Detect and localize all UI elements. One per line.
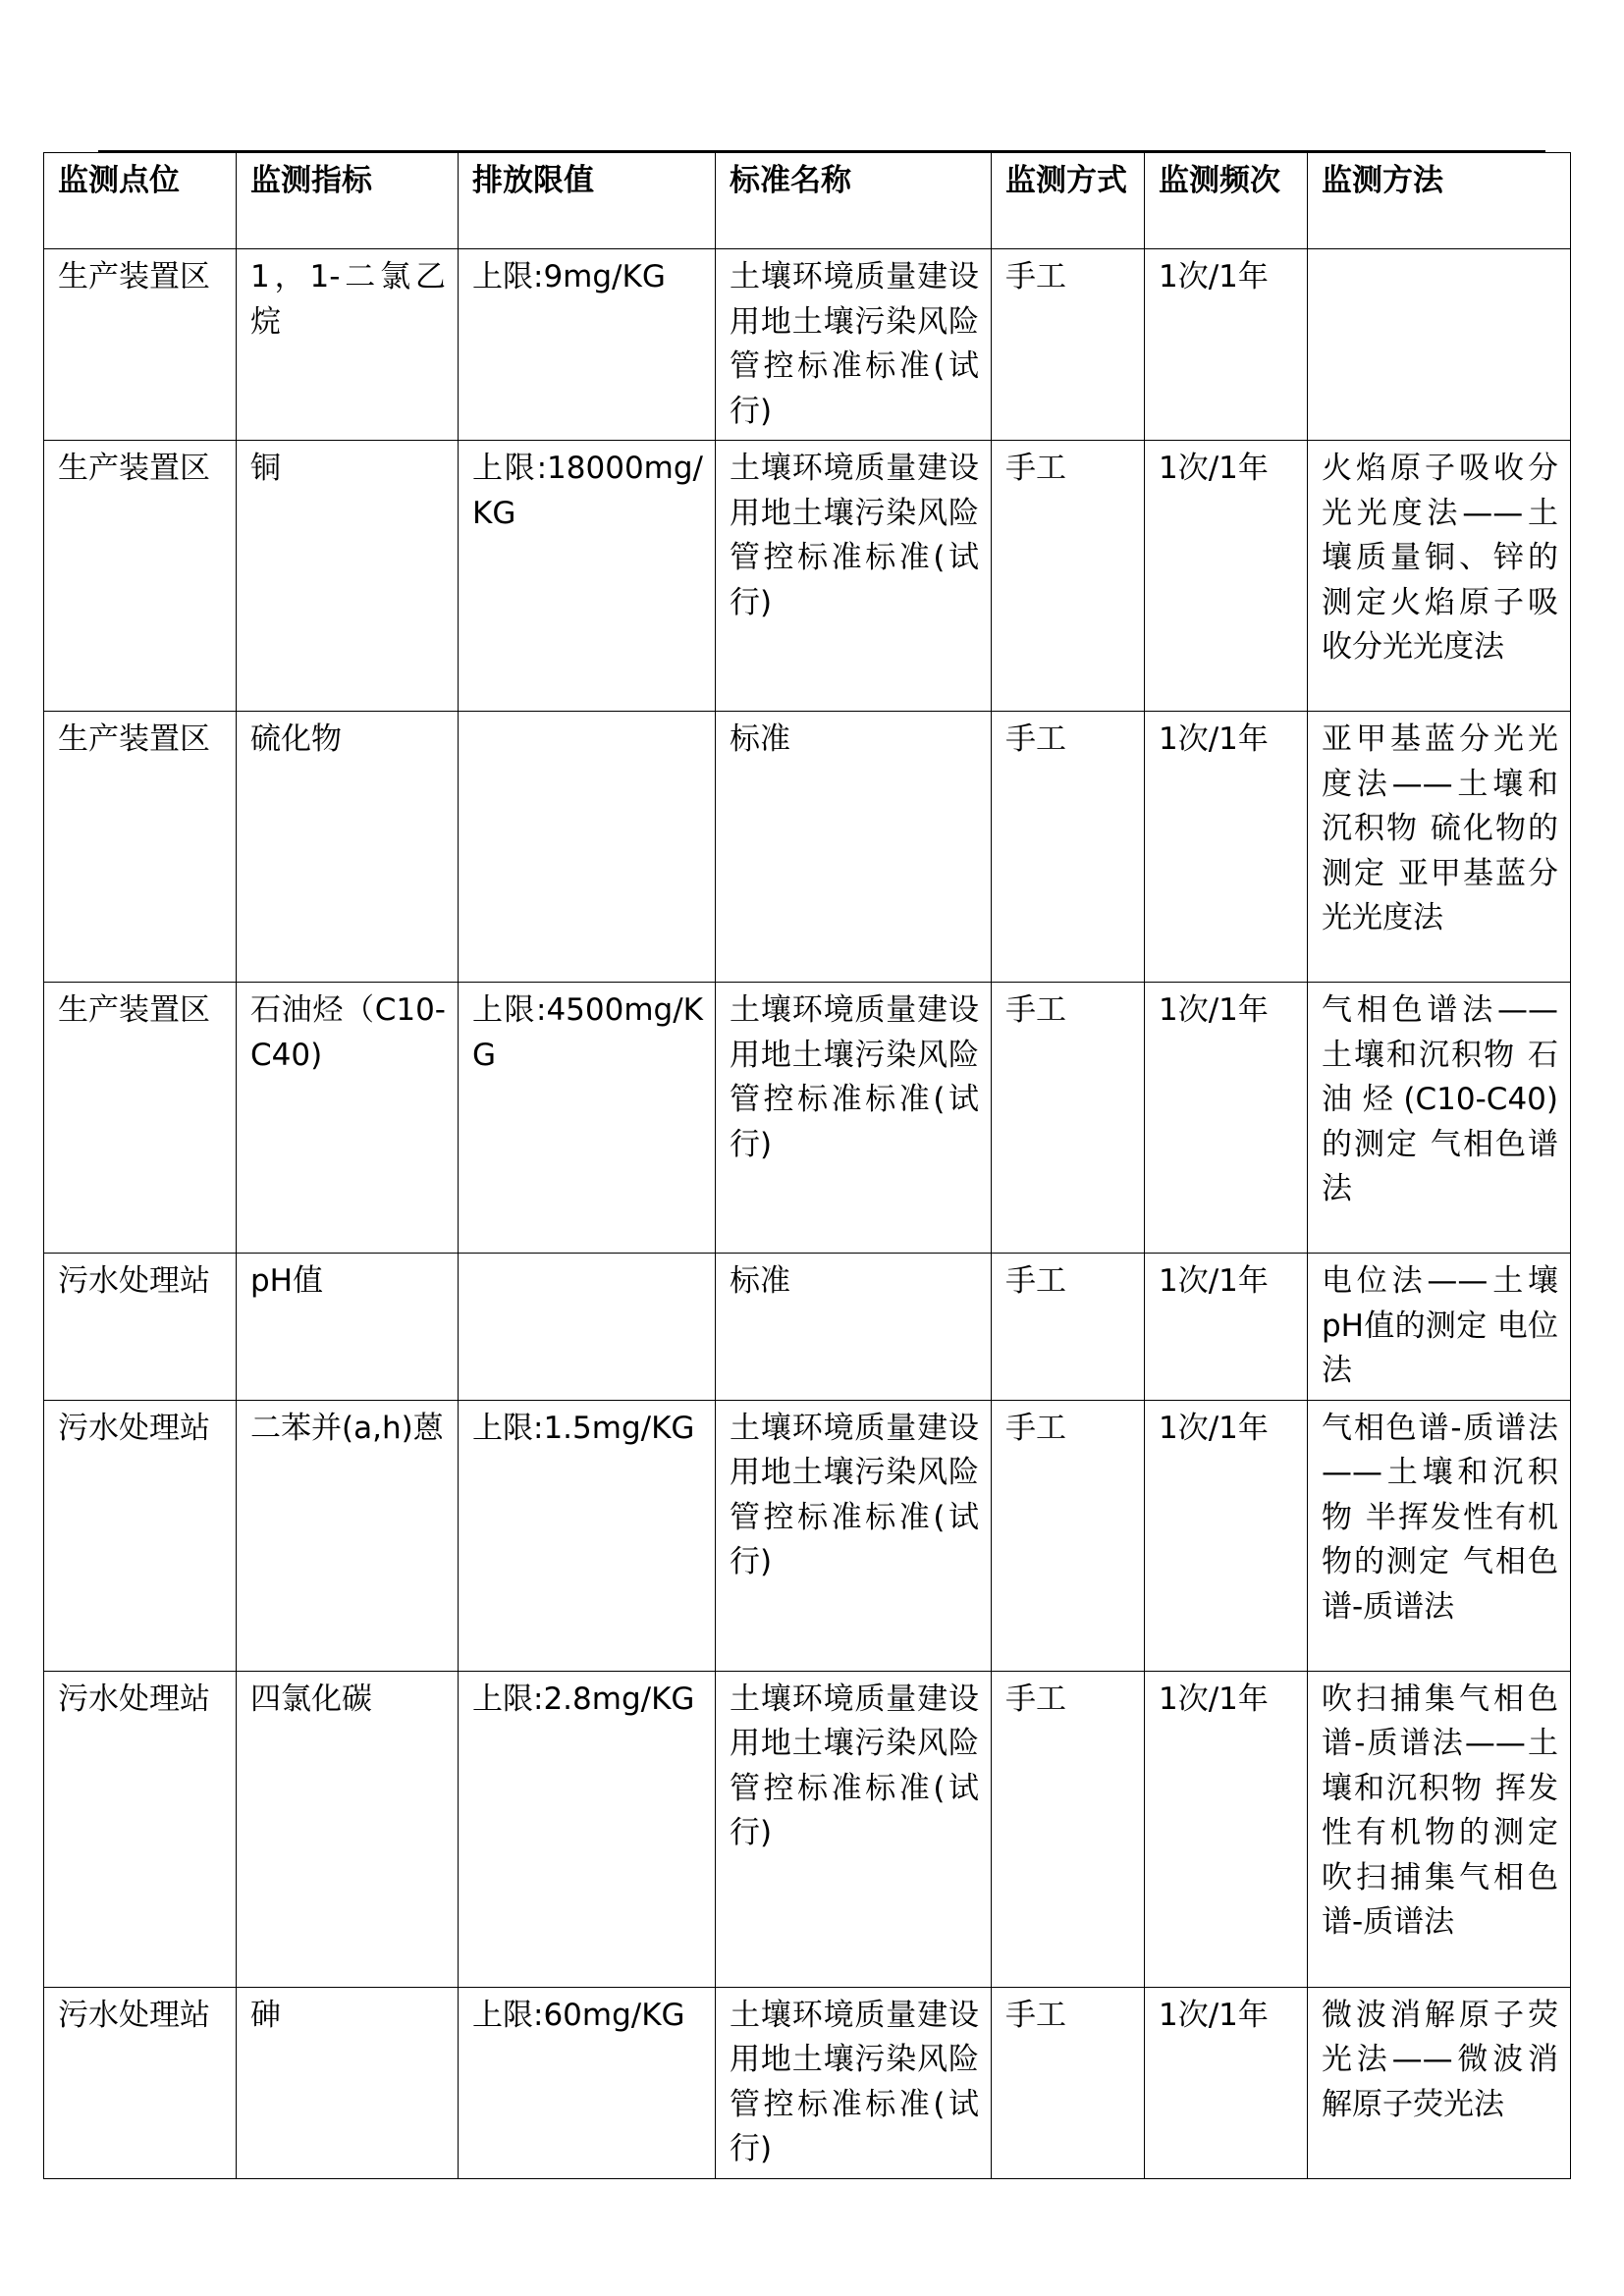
cell-limit [459, 1254, 716, 1401]
cell-frequency: 1次/1年 [1145, 1671, 1308, 1987]
cell-point: 污水处理站 [44, 1987, 237, 2178]
cell-mode: 手工 [992, 1254, 1145, 1401]
cell-indicator: 石油烃（C10-C40) [237, 983, 459, 1254]
cell-standard: 土壤环境质量建设用地土壤污染风险管控标准标准(试行) [716, 1400, 992, 1671]
cell-standard: 土壤环境质量建设用地土壤污染风险管控标准标准(试行) [716, 249, 992, 441]
cell-limit: 上限:18000mg/KG [459, 441, 716, 712]
table-row [44, 712, 1571, 983]
cell-standard: 土壤环境质量建设用地土壤污染风险管控标准标准(试行) [716, 1987, 992, 2178]
cell-indicator: pH值 [237, 1254, 459, 1401]
header-monitoring-method: 监测方法 [1308, 153, 1571, 249]
cell-limit: 上限:4500mg/KG [459, 983, 716, 1254]
cell-frequency: 1次/1年 [1145, 1987, 1308, 2178]
cell-frequency: 1次/1年 [1145, 249, 1308, 441]
cell-method: 吹扫捕集气相色谱-质谱法——土壤和沉积物 挥发性有机物的测定 吹扫捕集气相色谱-质谱法 [1308, 1671, 1571, 1987]
cell-indicator: 铜 [237, 441, 459, 712]
cell-standard: 标准 [716, 1254, 992, 1401]
cell-indicator: 二苯并(a,h)蒽 [237, 1400, 459, 1671]
header-monitoring-frequency: 监测频次 [1145, 153, 1308, 249]
cell-mode: 手工 [992, 441, 1145, 712]
table-row [44, 249, 1571, 441]
monitoring-table [43, 152, 1571, 2179]
cell-method: 亚甲基蓝分光光度法——土壤和沉积物 硫化物的测定 亚甲基蓝分光光度法 [1308, 712, 1571, 983]
table-row [44, 1254, 1571, 1401]
cell-frequency: 1次/1年 [1145, 1254, 1308, 1401]
header-emission-limit: 排放限值 [459, 153, 716, 249]
cell-standard: 土壤环境质量建设用地土壤污染风险管控标准标准(试行) [716, 1671, 992, 1987]
table-row [44, 441, 1571, 712]
cell-indicator: 硫化物 [237, 712, 459, 983]
table-row [44, 983, 1571, 1254]
cell-frequency: 1次/1年 [1145, 983, 1308, 1254]
cell-method: 火焰原子吸收分光光度法——土壤质量铜、锌的测定火焰原子吸收分光光度法 [1308, 441, 1571, 712]
cell-limit: 上限:1.5mg/KG [459, 1400, 716, 1671]
cell-limit: 上限:60mg/KG [459, 1987, 716, 2178]
cell-standard: 标准 [716, 712, 992, 983]
cell-indicator: 四氯化碳 [237, 1671, 459, 1987]
cell-mode: 手工 [992, 249, 1145, 441]
cell-standard: 土壤环境质量建设用地土壤污染风险管控标准标准(试行) [716, 983, 992, 1254]
cell-point: 污水处理站 [44, 1400, 237, 1671]
cell-mode: 手工 [992, 1671, 1145, 1987]
header-standard-name: 标准名称 [716, 153, 992, 249]
cell-point: 生产装置区 [44, 249, 237, 441]
cell-indicator: 砷 [237, 1987, 459, 2178]
header-monitoring-point: 监测点位 [44, 153, 237, 249]
cell-point: 污水处理站 [44, 1671, 237, 1987]
cell-method: 气相色谱法——土壤和沉积物 石油烃(C10-C40) 的测定 气相色谱法 [1308, 983, 1571, 1254]
cell-method: 微波消解原子荧光法——微波消解原子荧光法 [1308, 1987, 1571, 2178]
cell-indicator: 1，1-二氯乙烷 [237, 249, 459, 441]
cell-mode: 手工 [992, 712, 1145, 983]
cell-limit: 上限:2.8mg/KG [459, 1671, 716, 1987]
cell-standard: 土壤环境质量建设用地土壤污染风险管控标准标准(试行) [716, 441, 992, 712]
cell-frequency: 1次/1年 [1145, 712, 1308, 983]
cell-limit [459, 712, 716, 983]
cell-frequency: 1次/1年 [1145, 1400, 1308, 1671]
cell-mode: 手工 [992, 1987, 1145, 2178]
table-row [44, 1400, 1571, 1671]
cell-frequency: 1次/1年 [1145, 441, 1308, 712]
header-monitoring-indicator: 监测指标 [237, 153, 459, 249]
table-row [44, 1987, 1571, 2178]
cell-mode: 手工 [992, 983, 1145, 1254]
cell-limit: 上限:9mg/KG [459, 249, 716, 441]
cell-method: 电位法——土壤 pH值的测定 电位法 [1308, 1254, 1571, 1401]
table-header-row [44, 153, 1571, 249]
table-row [44, 1671, 1571, 1987]
cell-mode: 手工 [992, 1400, 1145, 1671]
cell-point: 污水处理站 [44, 1254, 237, 1401]
cell-point: 生产装置区 [44, 712, 237, 983]
cell-point: 生产装置区 [44, 441, 237, 712]
cell-method: 气相色谱-质谱法——土壤和沉积物 半挥发性有机物的测定 气相色谱-质谱法 [1308, 1400, 1571, 1671]
cell-point: 生产装置区 [44, 983, 237, 1254]
cell-method [1308, 249, 1571, 441]
header-monitoring-mode: 监测方式 [992, 153, 1145, 249]
